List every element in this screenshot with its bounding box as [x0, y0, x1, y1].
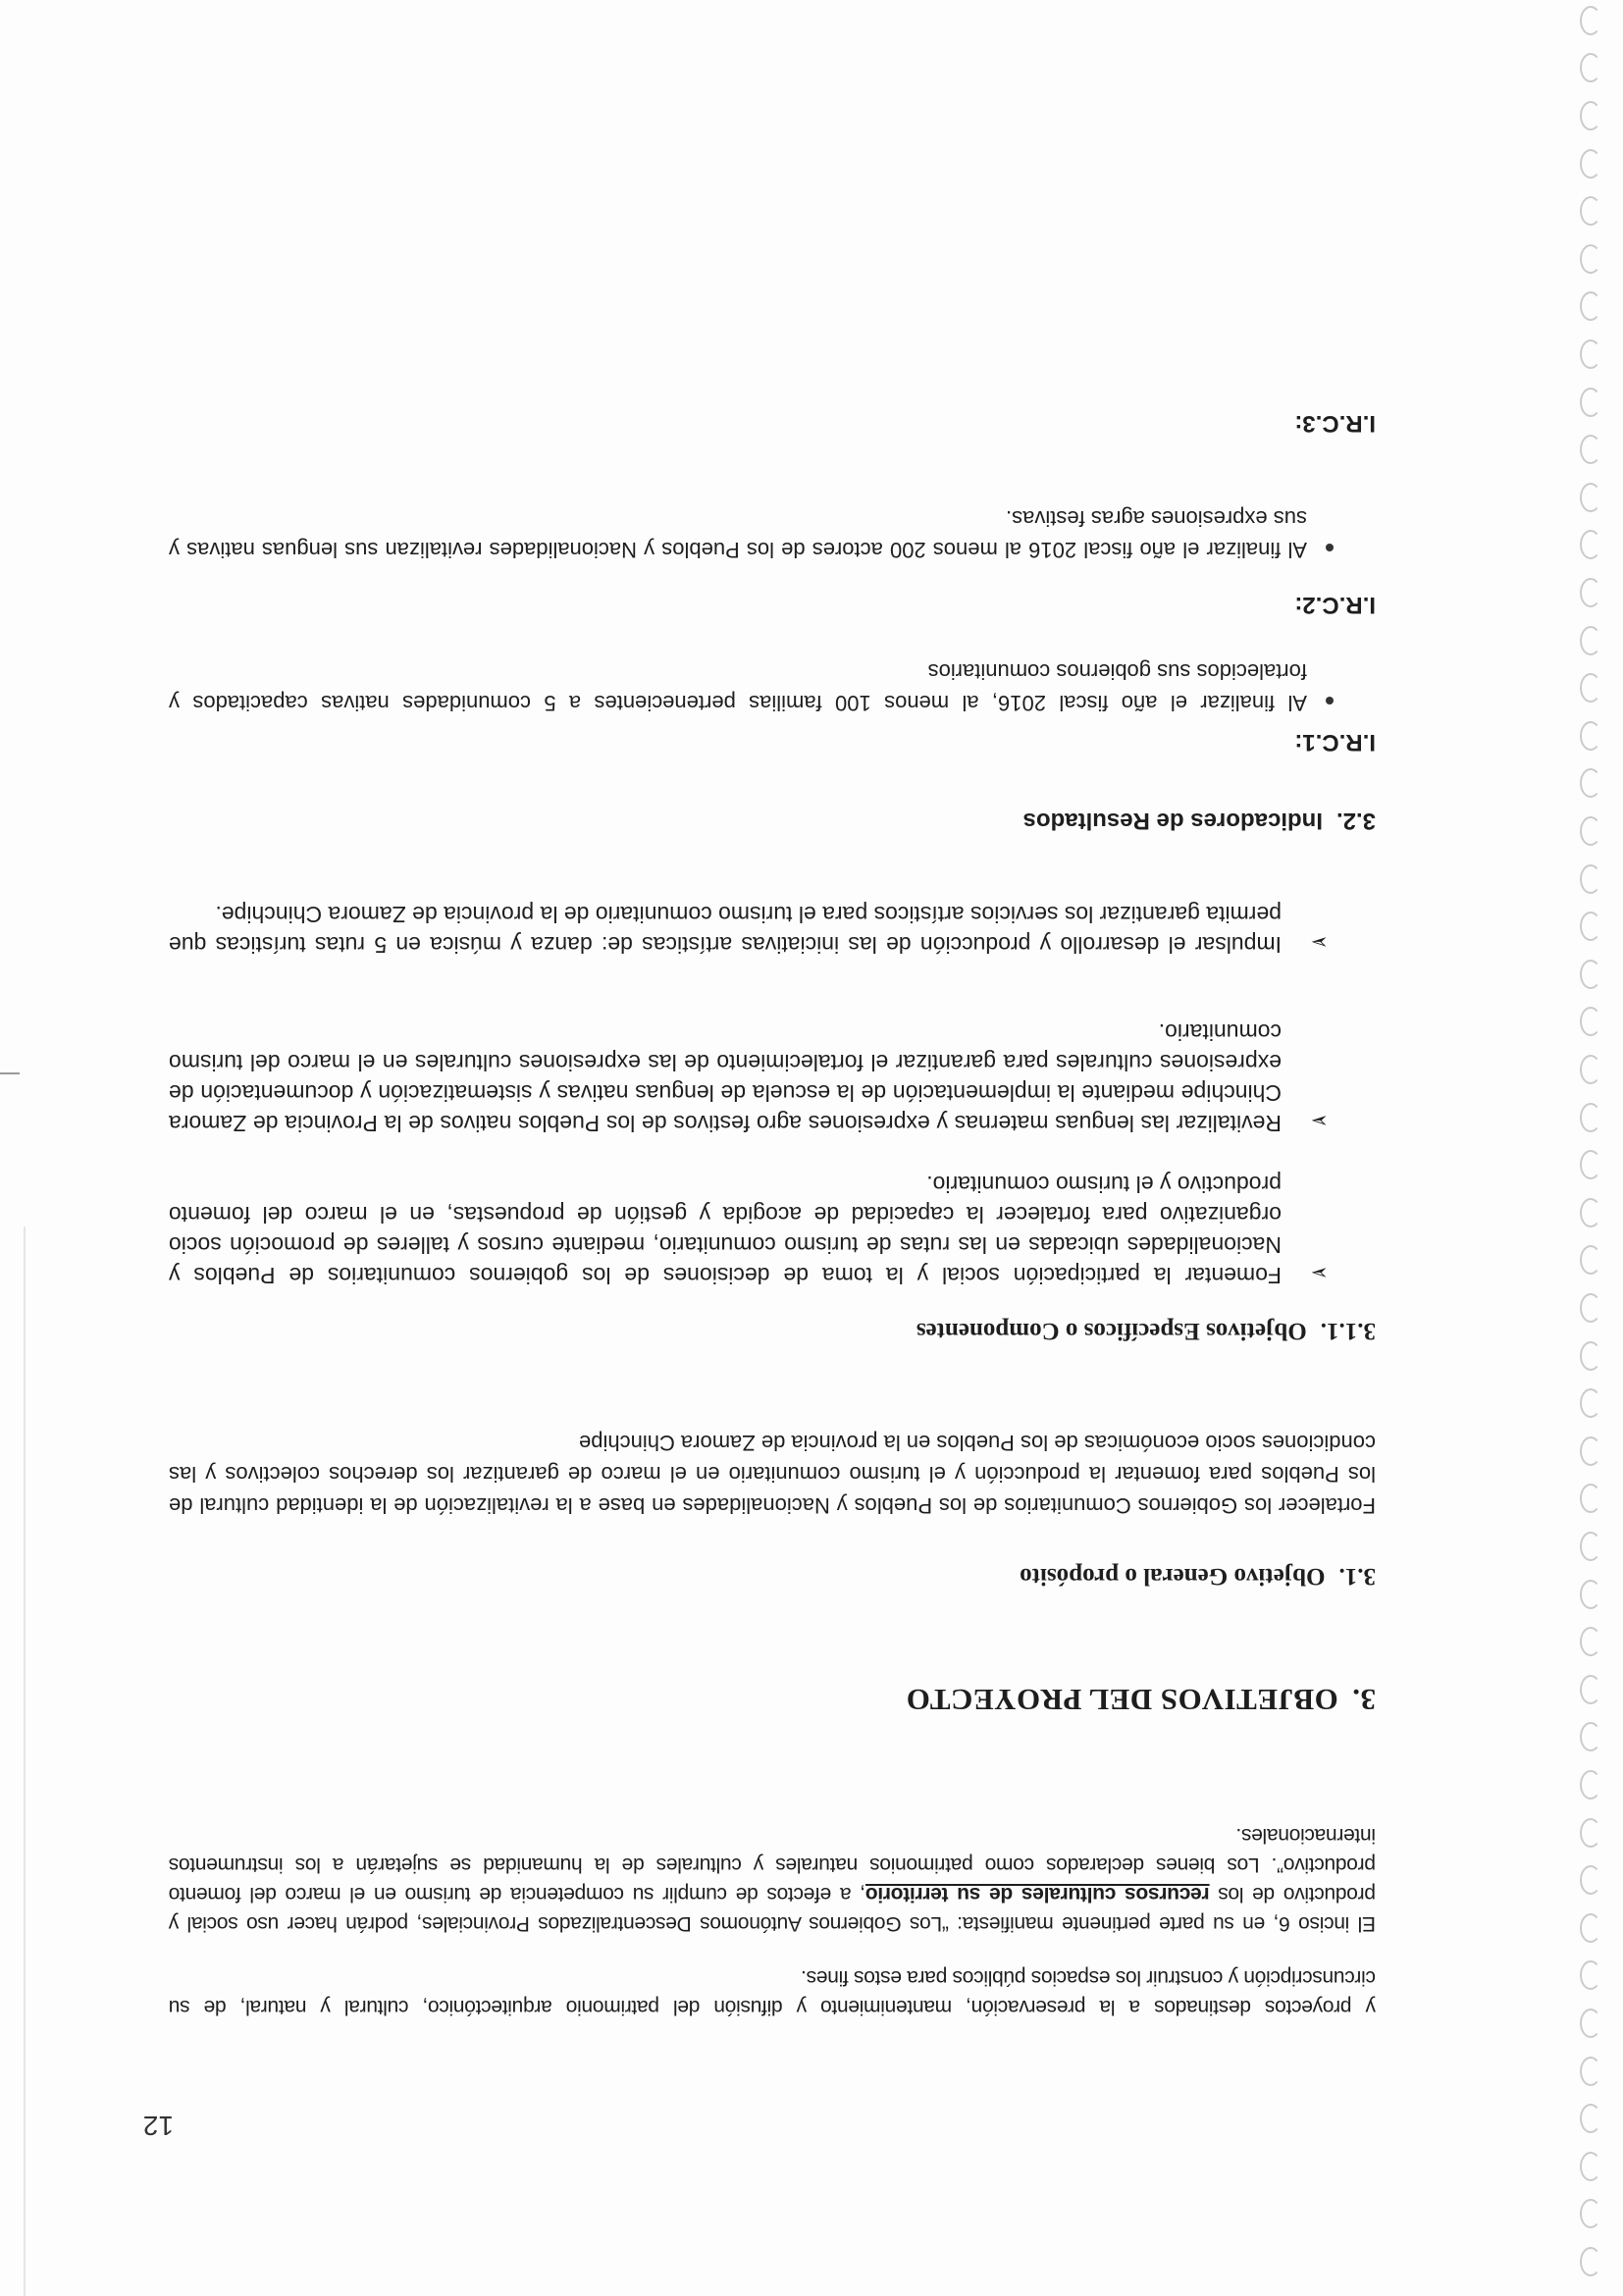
- binding-ring: [1580, 1436, 1601, 1466]
- indicator-2-bullet: [1326, 544, 1334, 551]
- objective-1-marker: ➢: [1310, 1261, 1329, 1285]
- binding-ring: [1580, 1341, 1601, 1371]
- objective-3-marker: ➢: [1310, 930, 1329, 955]
- binding-ring: [1580, 6, 1601, 35]
- binding-ring: [1580, 244, 1601, 274]
- binding-ring: [1580, 1198, 1601, 1227]
- binding-ring: [1580, 578, 1601, 607]
- section-title: [906, 1682, 1376, 1717]
- objective-item-1: Fomentar la participación social y la toma de decisiones de los gobiernos comunitarios de Pueblos y Nacionalidades ubicadas en las rutas de turismo comunitario, mediante cursos y talleres de promoción socio organizativo para fortalecer la capacidad de acogida y gestión de propuestas, en el marco del fomento productivo y el turismo comunitario.: [169, 1172, 1282, 1288]
- specific-objectives-heading: [916, 1317, 1376, 1344]
- binding-ring: [1580, 339, 1601, 369]
- section-number: 3.: [1351, 1683, 1376, 1717]
- binding-ring: [1580, 1484, 1601, 1513]
- indicators-heading: [1023, 807, 1376, 834]
- section-label: OBJETIVOS DEL PROYECTO: [906, 1683, 1338, 1717]
- binding-ring: [1580, 435, 1601, 464]
- binding-ring: [1580, 1245, 1601, 1275]
- binding-ring: [1580, 1580, 1601, 1609]
- specific-objectives-title: Objetivos Específicos o Componentes: [916, 1318, 1307, 1344]
- binding-ring: [1580, 768, 1601, 798]
- binding-ring: [1580, 2152, 1601, 2181]
- binding-ring: [1580, 1770, 1601, 1800]
- binding-ring: [1580, 1150, 1601, 1179]
- binding-ring: [1580, 816, 1601, 846]
- binding-ring: [1580, 2104, 1601, 2133]
- general-objective-heading: [1020, 1562, 1376, 1590]
- binding-ring: [1580, 2057, 1601, 2086]
- binding-ring: [1580, 1722, 1601, 1751]
- indicator-1-bullet: [1326, 697, 1334, 704]
- intro-paragraph: y proyectos destinados a la preservación, mantenimiento y difusión del patrimonio arquitectónico, cultural y natural, de su circunscripción y construir los espacios públicos para estos fines.: [169, 1966, 1376, 2018]
- binding-ring: [1580, 196, 1601, 226]
- indicator-1-text: Al finalizar el año fiscal 2016, al menos 100 familias pertenecientes a 5 comunidades nativas capacitados y fortalecidos sus gobiernos comunitarios: [169, 659, 1307, 715]
- law-quote-emphasis: recursos culturales de su territorio: [865, 1883, 1210, 1905]
- binding-ring: [1580, 1007, 1601, 1036]
- indicator-3-label: I.R.C.3:: [1294, 410, 1376, 437]
- binding-ring: [1580, 1913, 1601, 1943]
- binding-ring: [1580, 483, 1601, 512]
- objective-2-marker: ➢: [1310, 1109, 1329, 1133]
- binding-ring: [1580, 1055, 1601, 1084]
- binding-ring: [1580, 960, 1601, 989]
- binding-ring: [1580, 912, 1601, 941]
- binding-ring: [1580, 291, 1601, 321]
- law-quote-paragraph: [169, 1820, 1376, 1938]
- general-objective-title: Objetivo General o propósito: [1020, 1563, 1326, 1590]
- binding-shadow: [24, 1226, 26, 2296]
- binding-ring: [1580, 1103, 1601, 1132]
- binding-ring: [1580, 2199, 1601, 2228]
- specific-objectives-number: 3.1.1.: [1320, 1318, 1376, 1344]
- binding-ring: [1580, 1960, 1601, 1990]
- page-number: 12: [142, 2111, 174, 2141]
- binding-ring: [1580, 1293, 1601, 1323]
- indicator-2-text: Al finalizar el año fiscal 2016 al menos 200 actores de los Pueblos y Nacionalidades revitalizan sus lenguas nativas y sus expresiones agras festivas.: [169, 506, 1307, 562]
- objective-item-3: Impulsar el desarrollo y producción de las iniciativas artísticas de: danza y música en 5 rutas turísticas que permita garantizar los servicios artísticos para el turismo comunitario de la provincia de Zamora Chinchipe.: [169, 902, 1282, 958]
- binding-ring: [1580, 1865, 1601, 1895]
- binding-ring: [1580, 1532, 1601, 1561]
- binding-ring: [1580, 530, 1601, 559]
- binding-ring: [1580, 53, 1601, 82]
- general-objective-text: Fortalecer los Gobiernos Comunitarios de los Pueblos y Nacionalidades en base a la revitalización de la identidad cultural de los Pueblos para fomentar la producción y el turismo comunitario en el marco de garantizar los derechos colectivos y las condiciones socio económicas de los Pueblos en la provincia de Zamora Chinchipe: [169, 1431, 1376, 1518]
- binding-ring: [1580, 1675, 1601, 1704]
- law-quote-after: , a efectos de cumplir su competencia de turismo en el marco del fomento productivo”. Los bienes declarados como patrimonios naturales y culturales de la humanidad se sujetarán a los instrumentos internacionales.: [168, 1824, 1376, 1905]
- binding-ring: [1580, 1388, 1601, 1418]
- binding-ring: [1580, 2247, 1601, 2276]
- binding-ring: [1580, 2009, 1601, 2038]
- binding-ring: [1580, 626, 1601, 655]
- binding-ring: [1580, 1818, 1601, 1848]
- binding-ring: [1580, 388, 1601, 417]
- margin-mark: [0, 1072, 20, 1074]
- indicators-number: 3.2.: [1335, 808, 1376, 834]
- binding-ring: [1580, 721, 1601, 751]
- binding-ring: [1580, 1627, 1601, 1656]
- general-objective-number: 3.1.: [1338, 1563, 1376, 1590]
- objective-item-2: Revitalizar las lenguas maternas y expresiones agro festivos de los Pueblos nativos de la Provincia de Zamora Chinchipe mediante la implementación de la escuela de lenguas nativas y sistematización y documentación de expresiones culturales para garantizar el fortalecimiento de las expresiones culturales en el marco del turismo comunitario.: [169, 1019, 1282, 1136]
- binding-ring: [1580, 864, 1601, 894]
- law-quote-before: El inciso 6, en su parte pertinente manifiesta: “Los Gobiernos Autónomos Descentralizados Provinciales, podrán hacer uso social y productivo de los: [169, 1883, 1376, 1935]
- indicators-title: Indicadores de Resultados: [1022, 808, 1323, 834]
- indicator-2-label: I.R.C.2:: [1294, 592, 1376, 618]
- indicator-1-label: I.R.C.1:: [1294, 729, 1376, 756]
- binding-ring: [1580, 149, 1601, 179]
- binding-ring: [1580, 101, 1601, 130]
- spiral-binding: [1570, 0, 1613, 2296]
- binding-ring: [1580, 673, 1601, 703]
